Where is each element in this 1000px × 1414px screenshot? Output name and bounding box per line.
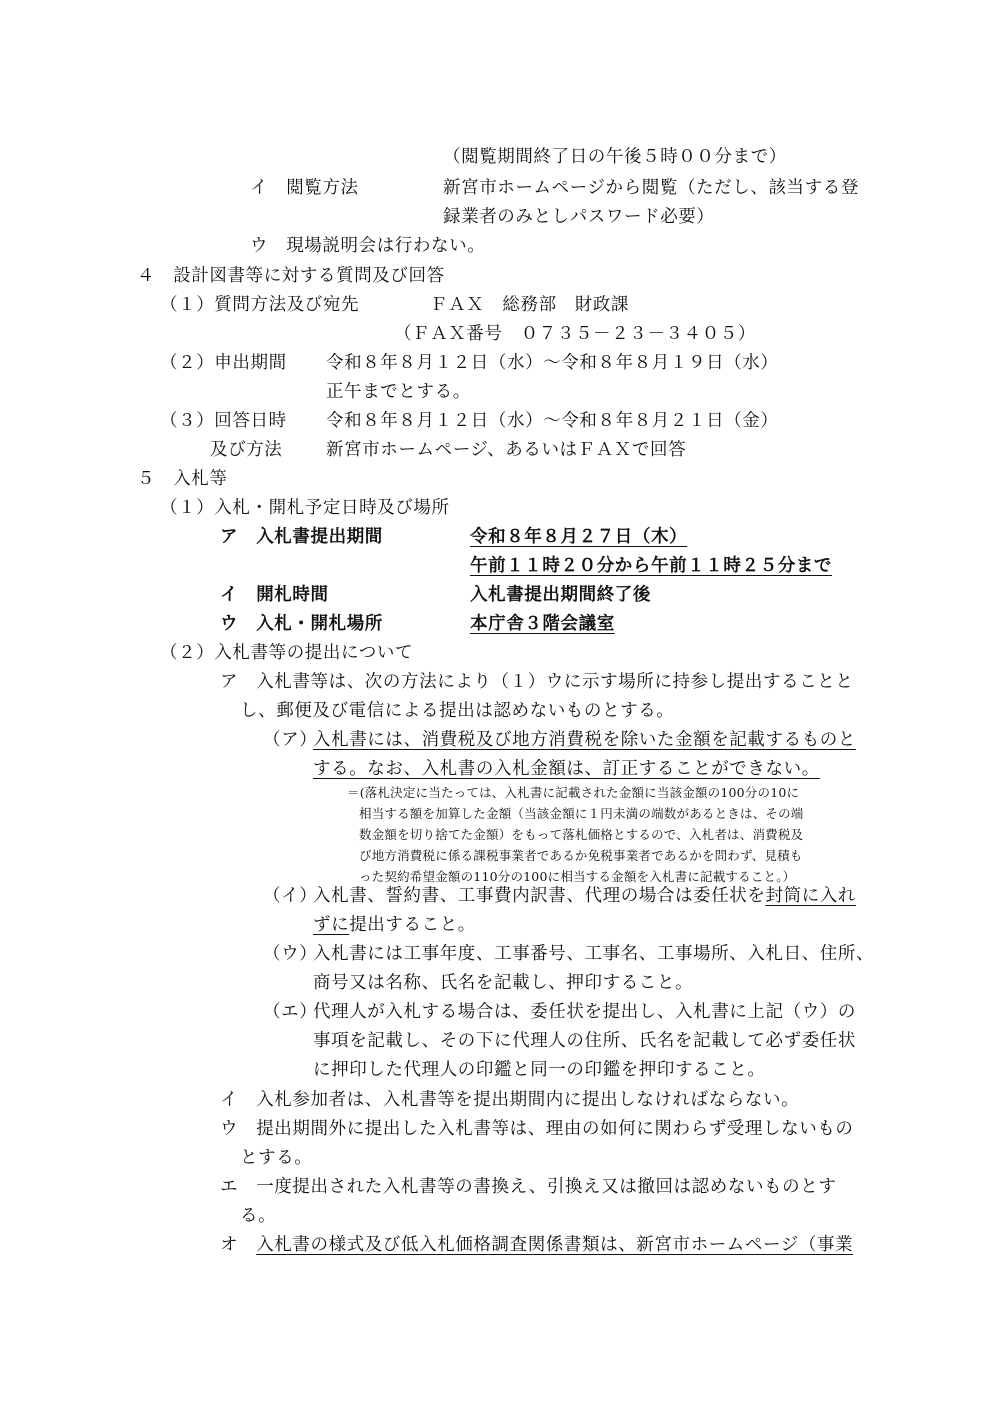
bid-period-time: 午前１１時２０分から午前１１時２５分まで (470, 556, 832, 576)
sub-u-text-2: 商号又は名称、氏名を記載し、押印すること。 (313, 973, 694, 993)
sub-e-text: 代理人が入札する場合は、委任状を提出し、入札書に上記（ウ）の (313, 1002, 856, 1022)
sub-e-text-2: 事項を記載し、その下に代理人の住所、氏名を記載して必ず委任状 (313, 1031, 856, 1051)
bid-schedule-label: （１）入札・開札予定日時及び場所 (160, 498, 450, 518)
item-u-text: ウ 提出期間外に提出した入札書等は、理由の如何に関わらず受理しないもの (220, 1119, 854, 1139)
answer-date-label: （３）回答日時 (160, 411, 287, 431)
item-u-text-2: とする。 (240, 1148, 313, 1168)
bid-period-date: 令和８年８月２７日（木） (470, 527, 688, 547)
tax-note-line-5: った契約希望金額の110分の100に相当する金額を入札書に記載すること。） (359, 869, 796, 884)
tax-note-line-1: ＝(落札決定に当たっては、入札書に記載された金額に当該金額の100分の10に (347, 785, 800, 800)
opening-place-label: ウ 入札・開札場所 (220, 614, 383, 634)
sub-e-text-3: に押印した代理人の印鑑と同一の印鑑を押印すること。 (313, 1060, 766, 1080)
sub-a-text: 入札書には、消費税及び地方消費税を除いた金額を記載するものと (313, 730, 856, 750)
item-o-marker: オ (220, 1235, 257, 1255)
request-period-value-2: 正午までとする。 (326, 382, 471, 402)
tax-note-line-4: び地方消費税に係る課税事業者であるか免税事業者であるかを問わず、見積も (359, 848, 803, 863)
answer-date-value: 令和８年８月１２日（水）～令和８年８月２１日（金） (326, 411, 779, 431)
sub-u-marker: （ウ） (263, 944, 318, 964)
sub-a-text-2: する。なお、入札書の入札金額は、訂正することができない。 (313, 759, 820, 779)
section-5-heading: ５ 入札等 (137, 469, 228, 489)
question-method-value: ＦＡＸ 総務部 財政課 (430, 295, 630, 315)
item-i-text: イ 入札参加者は、入札書等を提出期間内に提出しなければならない。 (220, 1090, 800, 1110)
sub-i-text-underlined: 封筒に入れ (765, 886, 856, 906)
view-method-label: イ 閲覧方法 (250, 178, 359, 198)
fax-number: （ＦＡＸ番号 ０７３５－２３－３４０５） (394, 324, 756, 344)
request-period-value: 令和８年８月１２日（水）～令和８年８月１９日（水） (326, 353, 779, 373)
sub-i-text-2-b: 提出すること。 (349, 915, 476, 935)
sub-a-marker: （ア） (263, 730, 318, 750)
question-method-label: （１）質問方法及び宛先 (160, 295, 360, 315)
opening-time-value: 入札書提出期間終了後 (470, 585, 651, 605)
sub-i-text-2-underlined: ずに (313, 915, 350, 935)
item-o-underlined: 入札書の様式及び低入札価格調査関係書類は、新宮市ホームページ（事業 (256, 1235, 854, 1255)
item-o-text (220, 1237, 853, 1255)
answer-method-value: 新宮市ホームページ、あるいはＦＡＸで回答 (326, 440, 687, 460)
sub-i-text (313, 888, 856, 906)
item-e-text-2: る。 (240, 1206, 277, 1226)
request-period-label: （２）申出期間 (160, 353, 287, 373)
opening-place-value: 本庁舎３階会議室 (470, 614, 615, 634)
view-method-text-2: 録業者のみとしパスワード必要） (443, 207, 715, 227)
sub-i-marker: （イ） (263, 886, 318, 906)
opening-time-label: イ 開札時間 (220, 585, 329, 605)
sub-u-text: 入札書には工事年度、工事番号、工事名、工事場所、入札日、住所、 (313, 944, 875, 964)
tax-note-line-2: 相当する額を加算した金額（当該金額に１円未満の端数があるときは、その端 (359, 806, 804, 821)
sub-i-text-a: 入札書、誓約書、工事費内訳書、代理の場合は委任状を (313, 886, 766, 906)
bid-period-label: ア 入札書提出期間 (220, 527, 383, 547)
item-a-text-2: し、郵便及び電信による提出は認めないものとする。 (240, 701, 675, 721)
item-a-text: ア 入札書等は、次の方法により（１）ウに示す場所に持参し提出することと (220, 672, 854, 692)
item-e-text: エ 一度提出された入札書等の書換え、引換え又は撤回は認めないものとす (220, 1177, 837, 1197)
site-briefing-note: ウ 現場説明会は行わない。 (250, 236, 486, 256)
submission-heading: （２）入札書等の提出について (160, 643, 414, 663)
tax-note-line-3: 数金額を切り捨てた金額）をもって落札価格とするので、入札者は、消費税及 (359, 827, 804, 842)
sub-e-marker: （エ） (263, 1002, 318, 1022)
answer-method-label: 及び方法 (210, 440, 283, 460)
view-method-text: 新宮市ホームページから閲覧（ただし、該当する登 (443, 178, 859, 198)
section-4-heading: ４ 設計図書等に対する質問及び回答 (137, 266, 445, 286)
sub-i-text-2 (313, 917, 476, 935)
period-end-note: （閲覧期間終了日の午後５時００分まで） (443, 147, 787, 167)
